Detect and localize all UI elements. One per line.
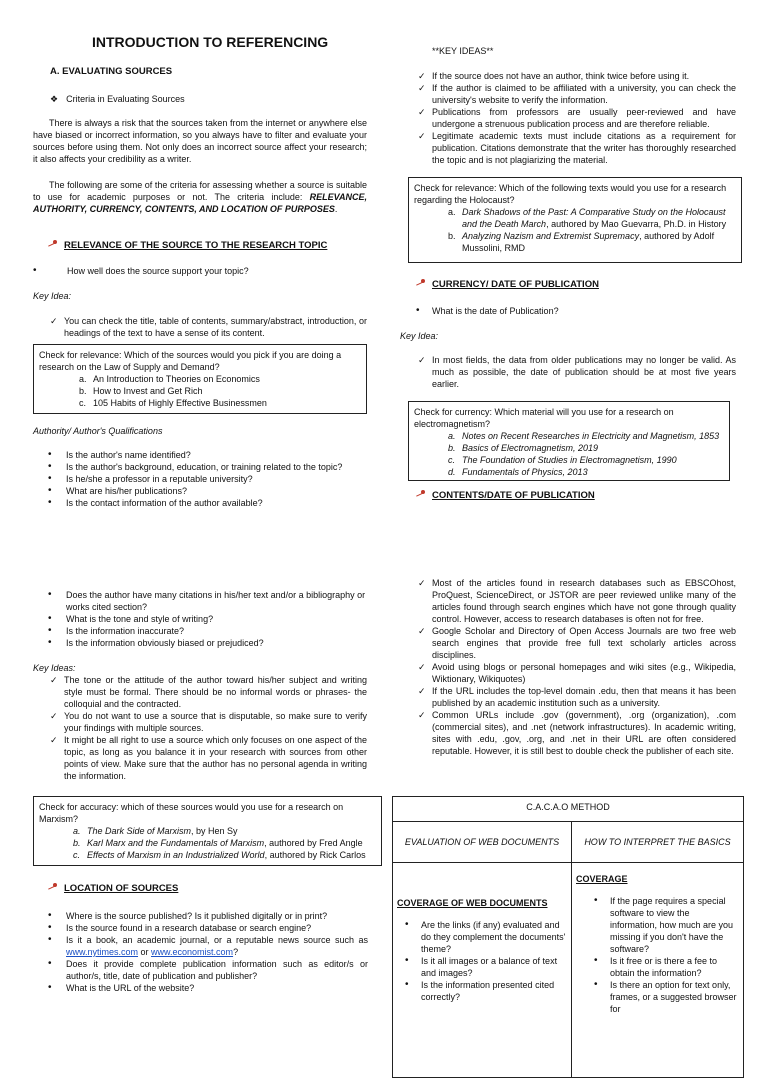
- pushpin-icon: [416, 490, 426, 498]
- option-marker: a.: [448, 431, 456, 441]
- list-item: [448, 430, 724, 442]
- option-marker: b.: [448, 231, 456, 241]
- cacao-col-interpret: HOW TO INTERPRET THE BASICS: [572, 822, 744, 863]
- option-marker: c.: [448, 455, 456, 465]
- option-marker: b.: [448, 443, 456, 453]
- option-marker: b.: [73, 838, 81, 848]
- option-title: The Dark Side of Marxism: [87, 826, 192, 836]
- option-text: An Introduction to Theories on Economics: [93, 374, 260, 384]
- list-item: [79, 397, 361, 409]
- option-marker: a.: [448, 207, 456, 217]
- list-item: • Is he/she a professor in a reputable university?: [48, 473, 378, 485]
- key-idea-label: Key Idea:: [33, 291, 72, 301]
- option-text: 105 Habits of Highly Effective Businessmen: [93, 398, 267, 408]
- list-item: • What are his/her publications?: [48, 485, 378, 497]
- contents-heading-text: CONTENTS/DATE OF PUBLICATION: [432, 490, 595, 501]
- currency-bullets: [416, 305, 736, 317]
- authority-bullets: [48, 449, 378, 509]
- currency-check-box: [408, 401, 730, 481]
- criteria-heading: [50, 93, 185, 105]
- contents-heading: [416, 490, 595, 502]
- accuracy-check-box: [33, 796, 382, 866]
- check-options: [448, 430, 724, 478]
- bullet-text: ?: [233, 947, 239, 957]
- list-item: ✓ It might be all right to use a source which only focuses on one aspect of the topic, as long as you balance it in your research with sources from other points of view. Make sure that the author has no personal agenda in writing the information.: [50, 734, 367, 782]
- option-marker: a.: [79, 374, 87, 384]
- intro-p2-end: .: [334, 204, 338, 214]
- list-item: • If the page requires a special software to view the information, how much are you missing if you don't have the software?: [594, 895, 739, 955]
- authority-label: Authority/ Author's Qualifications: [33, 426, 163, 436]
- check-question: Check for accuracy: which of these sources would you use for a research on Marxism?: [39, 802, 344, 824]
- key-idea-label: Key Idea:: [400, 331, 439, 341]
- list-item: • Does the author have many citations in his/her text and/or a bibliography or works cited section?: [48, 589, 368, 613]
- diamond-bullet-icon: ❖: [50, 94, 59, 104]
- authority-bullets-continued: [48, 589, 368, 649]
- list-item: [73, 849, 376, 861]
- list-item: • Is there an option for text only, frames, or a suggested browser for: [594, 979, 739, 1015]
- list-item: • Is it free or is there a fee to obtain the information?: [594, 955, 739, 979]
- cacao-coverage-left: [393, 863, 572, 1078]
- list-item: ✓ Legitimate academic texts must include citations as a requirement for publication. Citations demonstrate that the writer has thoroughly researched the topic and is not plagiarizing the material.: [418, 130, 736, 166]
- key-ideas-heading: **KEY IDEAS**: [432, 46, 494, 56]
- list-item: [79, 373, 361, 385]
- list-item: ✓ If the author is claimed to be affiliated with a university, you can check the university's website to verify the information.: [418, 82, 736, 106]
- section-a-heading: A. EVALUATING SOURCES: [50, 66, 173, 77]
- cacao-col-evaluation: EVALUATION OF WEB DOCUMENTS: [393, 822, 572, 863]
- check-question: Check for relevance: Which of the sources would you pick if you are doing a research on the Law of Supply and Demand?: [39, 350, 342, 372]
- option-title: Effects of Marxism in an Industrialized World: [87, 850, 265, 860]
- option-marker: c.: [79, 398, 87, 408]
- pushpin-icon: [48, 240, 58, 248]
- list-item: • Does it provide complete publication information such as editor/s or author/s, title, date of publication and publisher?: [48, 958, 368, 982]
- intro-paragraph-2: [33, 179, 367, 215]
- option-marker: b.: [79, 386, 87, 396]
- currency-heading: [416, 279, 599, 291]
- list-item: ✓ Common URLs include .gov (government), .org (organization), .com (commercial sites), and .net (network infrastructures). In academic writing, sites with .edu, .gov, .org, and .net in their URL are often considered reputable. However, it is still best to double check the publisher of each site.: [418, 709, 736, 757]
- list-item: [73, 825, 376, 837]
- bullet-text: or: [138, 947, 152, 957]
- list-item: [79, 385, 361, 397]
- list-item: ✓ Google Scholar and Directory of Open Access Journals are two free web search engines that provide free full text scholarly articles across disciplines.: [418, 625, 736, 661]
- coverage-web-heading: COVERAGE OF WEB DOCUMENTS: [397, 898, 548, 908]
- currency-key-ideas: [418, 354, 736, 390]
- list-item: ✓ You can check the title, table of contents, summary/abstract, introduction, or headings of the text to have a sense of its content.: [50, 315, 367, 339]
- pushpin-icon: [48, 883, 58, 891]
- location-heading-text: LOCATION OF SOURCES: [64, 883, 179, 894]
- list-item: [448, 230, 736, 254]
- check-question: Check for relevance: Which of the following texts would you use for a research regarding the Holocaust?: [414, 183, 727, 205]
- list-item: • Is the author's name identified?: [48, 449, 378, 461]
- authority-key-ideas: [50, 674, 367, 782]
- option-title: Dark Shadows of the Past: A Comparative Study on the Holocaust and the Death March: [462, 207, 726, 229]
- check-question: Check for currency: Which material will you use for a research on electromagnetism?: [414, 407, 674, 429]
- list-item: ✓ Most of the articles found in research databases such as EBSCOhost, ProQuest, ScienceDirect, or JSTOR are peer reviewed unlike many of the articles found through search engines which have not gone through quality control. However, access to research databases is often not for free.: [418, 577, 736, 625]
- intro-paragraph-1: There is always a risk that the sources taken from the internet or anywhere else have biased or incorrect information, so you always have to filter and evaluate your sources before using them. Not only does an incorrect source affect your research; it also affects your credibility as a writer.: [33, 118, 367, 164]
- list-item: [448, 442, 724, 454]
- cacao-table: [392, 796, 744, 1078]
- list-item: ✓ If the URL includes the top-level domain .edu, then that means it has been published by an academic institution such as a university.: [418, 685, 736, 709]
- option-author: , authored by Fred Angle: [264, 838, 363, 848]
- check-options: [73, 825, 376, 861]
- list-item: • Is the information presented cited correctly?: [405, 979, 567, 1003]
- option-text: Notes on Recent Researches in Electricity and Magnetism, 1853: [462, 431, 720, 441]
- relevance-check-box: [33, 344, 367, 414]
- list-item: • Is the contact information of the author available?: [48, 497, 378, 509]
- criteria-heading-text: Criteria in Evaluating Sources: [66, 94, 185, 104]
- relevance-key-ideas: [50, 315, 367, 339]
- option-marker: c.: [73, 850, 81, 860]
- list-item: ✓ You do not want to use a source that is disputable, so make sure to verify your findings with multiple sources.: [50, 710, 367, 734]
- coverage-list: [594, 895, 739, 1015]
- option-author: , authored by Rick Carlos: [264, 850, 366, 860]
- list-item: • Is the source found in a research database or search engine?: [48, 922, 368, 934]
- list-item: [73, 837, 376, 849]
- list-item: ✓ The tone or the attitude of the author toward his/her subject and writing style must be formal. There should be no informal words or phrases- the colloquial and the contracted.: [50, 674, 367, 710]
- relevance-heading-text: RELEVANCE OF THE SOURCE TO THE RESEARCH TOPIC: [64, 240, 328, 251]
- list-item: ✓ Avoid using blogs or personal homepages and wiki sites (e.g., Wikipedia, Wiktionary, Wikiquotes): [418, 661, 736, 685]
- cacao-title: C.A.C.A.O METHOD: [393, 797, 744, 822]
- list-item: ✓ Publications from professors are usually peer-reviewed and have undergone a strenuous publication process and are therefore reliable.: [418, 106, 736, 130]
- nytimes-link[interactable]: www.nytimes.com: [66, 947, 139, 957]
- list-item: • Is it all images or a balance of text and images?: [405, 955, 567, 979]
- relevance-bullets: [33, 265, 367, 277]
- option-author: , authored by Adolf Mussolini, RMD: [462, 231, 715, 253]
- check-options: [79, 373, 361, 409]
- option-author: , authored by Mao Guevarra, Ph.D. in History: [546, 219, 727, 229]
- location-bullets: [48, 910, 368, 994]
- option-text: Basics of Electromagnetism, 2019: [462, 443, 599, 453]
- list-item: • What is the tone and style of writing?: [48, 613, 368, 625]
- intro-p2-start: The following are some of the criteria for assessing whether a source is suitable to use for academic purposes or not. The criteria include:: [33, 180, 367, 202]
- contents-list: [418, 577, 736, 757]
- cacao-coverage-right: [572, 863, 744, 1078]
- list-item: [448, 206, 736, 230]
- option-text: The Foundation of Studies in Electromagnetism, 1990: [462, 455, 677, 465]
- list-item: • Is the information obviously biased or prejudiced?: [48, 637, 368, 649]
- key-ideas-label: Key Ideas:: [33, 663, 76, 673]
- option-text: Fundamentals of Physics, 2013: [462, 467, 588, 477]
- option-marker: a.: [73, 826, 81, 836]
- page-title: INTRODUCTION TO REFERENCING: [92, 34, 329, 50]
- check-options: [448, 206, 736, 254]
- pushpin-icon: [416, 279, 426, 287]
- option-title: Analyzing Nazism and Extremist Supremacy: [462, 231, 640, 241]
- option-text: How to Invest and Get Rich: [93, 386, 203, 396]
- list-item: • Is the author's background, education, or training related to the topic?: [48, 461, 378, 473]
- coverage-heading: COVERAGE: [576, 874, 628, 884]
- list-item: • What is the URL of the website?: [48, 982, 368, 994]
- list-item: • How well does the source support your topic?: [33, 265, 367, 277]
- location-heading: [48, 883, 178, 895]
- coverage-web-list: [405, 919, 567, 1003]
- list-item: [448, 454, 724, 466]
- list-item: • Are the links (if any) evaluated and do they complement the documents' theme?: [405, 919, 567, 955]
- list-item: [448, 466, 724, 478]
- list-item: • What is the date of Publication?: [416, 305, 736, 317]
- list-item: ✓ In most fields, the data from older publications may no longer be valid. As much as possible, the date of publication should be at most five years earlier.: [418, 354, 736, 390]
- key-ideas-list: [418, 70, 736, 166]
- relevance-heading: [48, 240, 327, 252]
- currency-heading-text: CURRENCY/ DATE OF PUBLICATION: [432, 279, 599, 290]
- economist-link[interactable]: www.economist.com: [151, 947, 234, 957]
- criteria-list-emphasis: RELEVANCE, AUTHORITY, CURRENCY, CONTENTS, AND LOCATION OF PURPOSES: [33, 192, 367, 214]
- list-item: [48, 934, 368, 958]
- option-author: , by Hen Sy: [191, 826, 238, 836]
- holocaust-check-box: [408, 177, 742, 263]
- list-item: • Where is the source published? Is it published digitally or in print?: [48, 910, 368, 922]
- option-title: Karl Marx and the Fundamentals of Marxism: [87, 838, 265, 848]
- option-marker: d.: [448, 467, 456, 477]
- list-item: • Is the information inaccurate?: [48, 625, 368, 637]
- list-item: ✓ If the source does not have an author, think twice before using it.: [418, 70, 736, 82]
- bullet-text: Is it a book, an academic journal, or a reputable news source such as: [66, 935, 368, 945]
